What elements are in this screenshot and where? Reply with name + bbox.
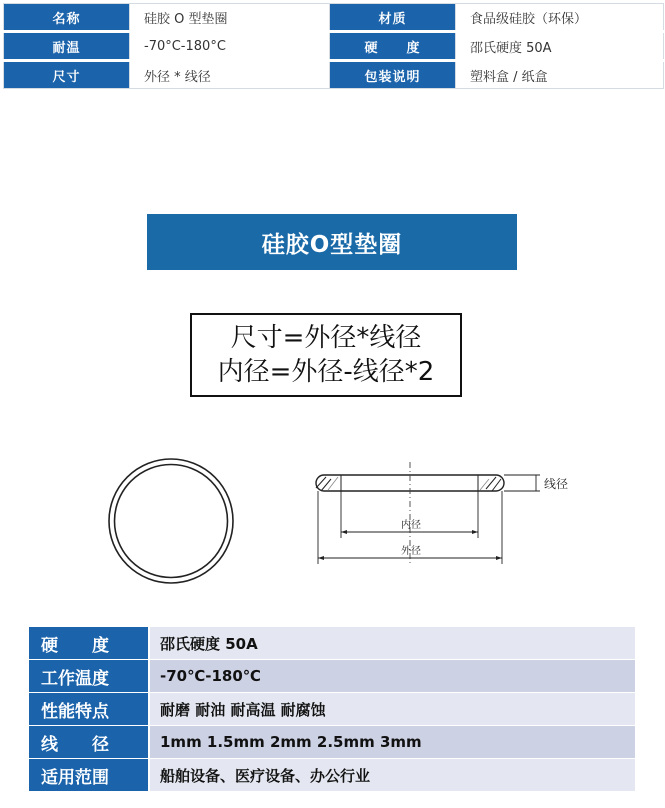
feature-value-hardness: 邵氏硬度 50A (150, 627, 635, 660)
spec-key-packaging: 包装说明 (330, 61, 456, 89)
wire-diameter-label: 线径 (544, 477, 569, 491)
spec-key-temperature: 耐温 (4, 32, 130, 61)
feature-key-hardness: 硬 度 (29, 627, 148, 660)
table-row (29, 693, 635, 726)
spec-row (4, 61, 664, 89)
product-title-banner (147, 214, 517, 270)
spec-value-material: 食品级硅胶（环保） (456, 4, 664, 32)
feature-value-temperature: -70℃-180℃ (150, 660, 635, 693)
table-row (29, 660, 635, 693)
spec-value-size: 外径 * 线径 (130, 61, 330, 89)
table-row (29, 726, 635, 759)
spec-key-hardness: 硬 度 (330, 32, 456, 61)
feature-table (29, 627, 635, 792)
table-row (29, 627, 635, 660)
feature-key-wire-diameter: 线 径 (29, 726, 148, 759)
spec-row (4, 32, 664, 61)
feature-value-wire-diameter: 1mm 1.5mm 2mm 2.5mm 3mm (150, 726, 635, 759)
formula-inner-diameter: 内径=外径-线径*2 (217, 357, 435, 387)
spec-key-material: 材质 (330, 4, 456, 32)
spec-value-packaging: 塑料盒 / 纸盒 (456, 61, 664, 89)
feature-value-application: 船舶设备、医疗设备、办公行业 (150, 759, 635, 792)
feature-key-temperature: 工作温度 (29, 660, 148, 693)
o-ring-cross-section-diagram (300, 458, 600, 578)
product-title: 硅胶O型垫圈 (261, 231, 403, 258)
o-ring-top-view-icon (106, 456, 236, 586)
spec-key-name: 名称 (4, 4, 130, 32)
outer-diameter-label: 外径 (401, 546, 421, 557)
formula-box (190, 313, 462, 397)
formula-size: 尺寸=外径*线径 (230, 323, 422, 353)
spec-row (4, 4, 664, 32)
feature-value-performance: 耐磨 耐油 耐高温 耐腐蚀 (150, 693, 635, 726)
spec-table (3, 3, 664, 89)
inner-diameter-label: 内径 (401, 520, 421, 531)
feature-key-performance: 性能特点 (29, 693, 148, 726)
spec-value-name: 硅胶 O 型垫圈 (130, 4, 330, 32)
spec-value-temperature: -70°C-180°C (130, 32, 330, 61)
table-row (29, 759, 635, 792)
spec-key-size: 尺寸 (4, 61, 130, 89)
spec-value-hardness: 邵氏硬度 50A (456, 32, 664, 61)
feature-key-application: 适用范围 (29, 759, 148, 792)
